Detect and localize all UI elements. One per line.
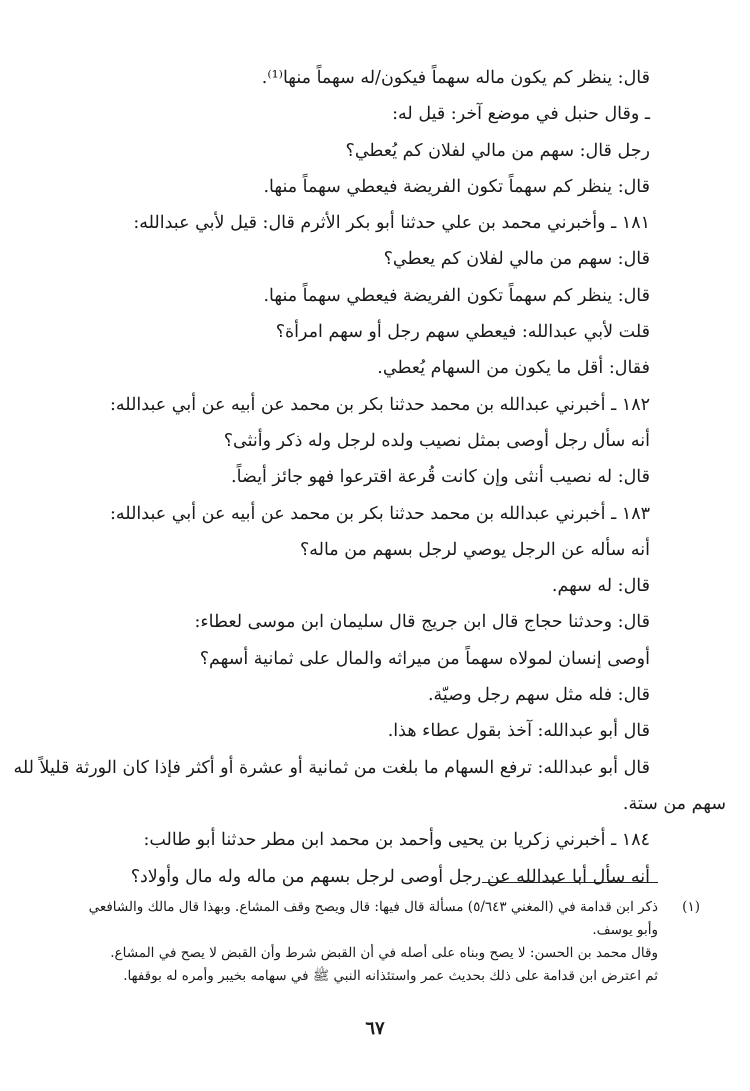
text-line: قال: وحدثنا حجاج قال ابن جريج قال سليمان ابن موسى لعطاء: bbox=[194, 612, 650, 633]
text-line: رجل قال: سهم من مالي لفلان كم يُعطي؟ bbox=[345, 140, 650, 161]
text-line: ١٨١ ـ وأخبرني محمد بن علي حدثنا أبو بكر الأثرم قال: قيل لأبي عبدالله: bbox=[133, 213, 650, 234]
page-number: ٦٧ bbox=[365, 1018, 385, 1039]
text-line: قال: له نصيب أنثى وإن كانت قُرعة اقترعوا فهو جائز أيضاً. bbox=[231, 467, 650, 488]
footnote-line: وقال محمد بن الحسن: لا يصح وبناه على أصله في أن القبض شرط وأن القبض لا يصح في المشاع. bbox=[110, 945, 658, 961]
text-line: ١٨٢ ـ أخبرني عبدالله بن محمد حدثنا بكر بن محمد عن أبيه عن أبي عبدالله: bbox=[110, 394, 650, 415]
text-line: قال أبو عبدالله: آخذ بقول عطاء هذا. bbox=[387, 721, 650, 742]
text-line: قلت لأبي عبدالله: فيعطي سهم رجل أو سهم امرأة؟ bbox=[275, 322, 650, 343]
main-text bbox=[13, 60, 726, 895]
text-line: قال أبو عبدالله: ترفع السهام ما بلغت من ثمانية أو عشرة أو أكثر فإذا كان الورثة قليلاً لله bbox=[13, 757, 650, 778]
footnote-line: وأبو يوسف. bbox=[592, 922, 658, 938]
footnote-line: ثم اعترض ابن قدامة على ذلك بحديث عمر واستئذانه النبي ﷺ في سهامه بخيبر وأمره له بوقفها. bbox=[123, 968, 658, 984]
text-line: أنه سأل أبا عبدالله عن رجل أوصى لرجل بسهم من ماله وله مال وأولاد؟ bbox=[130, 866, 650, 887]
footnote-divider bbox=[482, 882, 658, 883]
text-line: أنه سأل رجل أوصى بمثل نصيب ولده لرجل وله ذكر وأنثى؟ bbox=[223, 430, 650, 451]
text-line: قال: ينظر كم سهماً تكون الفريضة فيعطي سهماً منها. bbox=[263, 285, 650, 306]
text-line: ـ وقال حنبل في موضع آخر: قيل له: bbox=[392, 104, 650, 125]
text-line: سهم من ستة. bbox=[622, 793, 726, 814]
text-line: قال: له سهم. bbox=[551, 576, 650, 597]
footnote-line: ذكر ابن قدامة في (المغني ٥/٦٤٣) مسألة قال فيها: قال ويصح وقف المشاع. وبهذا قال مالك والشافعي bbox=[88, 899, 658, 915]
text-line: قال: ينظر كم يكون ماله سهماً فيكون/له سهماً منها⁽¹⁾. bbox=[261, 68, 650, 88]
footnote bbox=[82, 896, 700, 988]
text-line: ١٨٤ ـ أخبرني زكريا بن يحيى وأحمد بن محمد ابن مطر حدثنا أبو طالب: bbox=[143, 830, 650, 851]
text-line: قال: سهم من مالي لفلان كم يعطي؟ bbox=[383, 249, 650, 270]
text-line: ١٨٣ ـ أخبرني عبدالله بن محمد حدثنا بكر بن محمد عن أبيه عن أبي عبدالله: bbox=[110, 503, 650, 524]
text-line: أنه سأله عن الرجل يوصي لرجل بسهم من ماله؟ bbox=[299, 539, 650, 560]
text-line: قال: ينظر كم سهماً تكون الفريضة فيعطي سهماً منها. bbox=[263, 176, 650, 197]
text-line: قال: فله مثل سهم رجل وصيّة. bbox=[427, 685, 650, 706]
footnote-number: (١) bbox=[682, 899, 700, 915]
text-line: فقال: أقل ما يكون من السهام يُعطي. bbox=[377, 358, 650, 379]
text-line: أوصى إنسان لمولاه سهماً من ميراثه والمال على ثمانية أسهم؟ bbox=[199, 648, 650, 669]
